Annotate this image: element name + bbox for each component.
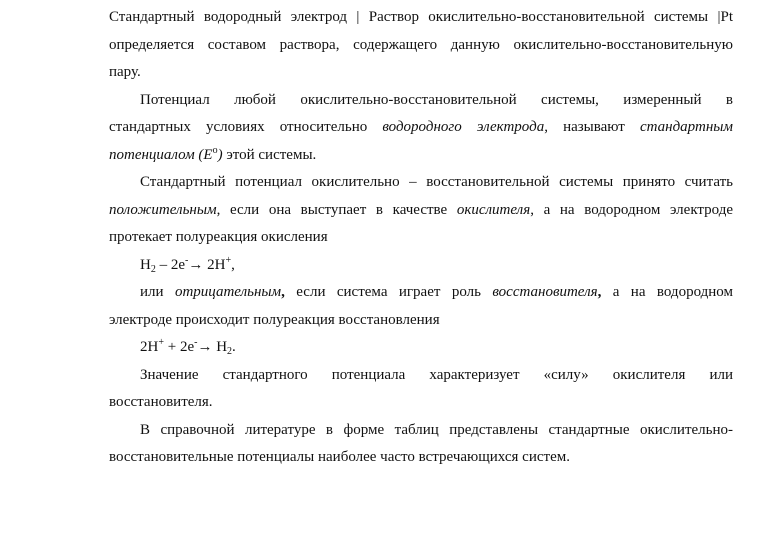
p6-line1: В справочной литературе в форме таблиц представлены стандартные окислительно- [140, 421, 733, 438]
p4-line1 [109, 279, 733, 307]
p4-line1-end: а на водородном [601, 284, 733, 300]
p5-line2: восстановителя. [109, 394, 213, 410]
eq2-part-d: . [232, 339, 236, 355]
eq2-part-a: 2H [140, 339, 159, 355]
p5-line1: Значение стандартного потенциала характеризует «силу» окислителя или [140, 366, 733, 383]
eq2-sub: 2 [227, 346, 233, 357]
p4-line1-italic: отрицательным [174, 284, 282, 300]
p6-line2: восстановительные потенциалы наиболее часто встречающихся систем. [109, 449, 570, 465]
p3-line2-italic: положительным [109, 201, 217, 218]
p2-line3-end: этой системы. [222, 146, 317, 163]
eq2-sup-b: - [194, 337, 198, 348]
eq1-sup-c: + [225, 254, 232, 266]
p4-line1-bold: , [281, 284, 285, 300]
p2-line3-italic-end: ) [217, 146, 223, 163]
equation-reduction [109, 334, 733, 362]
p2-line3-italic: потенциалом (E [109, 146, 213, 163]
document-page [109, 4, 733, 472]
p2-line2 [109, 114, 733, 142]
eq1-part-c: → 2H [188, 256, 226, 273]
eq2-part-b: + 2e [163, 339, 195, 355]
p1-line1: Стандартный водородный электрод | Раствор окислительно-восстановительной системы |Pt [109, 9, 733, 25]
p1-line2: определяется составом раствора, содержащего данную окислительно-восстановительную [109, 36, 733, 53]
p4-line1-bold2: , [597, 284, 602, 300]
p2-line2-start: стандартных условиях относительно [109, 119, 383, 135]
eq1-sub: 2 [150, 263, 156, 275]
eq1-part-d: , [231, 256, 235, 273]
p2-line2-mid: , называют [544, 119, 640, 135]
eq1-part-b: – 2e [155, 256, 186, 273]
p1-line3: пару. [109, 64, 141, 80]
eq2-sup-a: + [158, 337, 164, 348]
p4-line2: электроде происходит полуреакция восстановления [109, 311, 440, 328]
eq1-part-a: H [140, 256, 151, 273]
p2-line1: Потенциал любой окислительно-восстановительной системы, измеренный в [140, 91, 733, 108]
p2-line2-italic2: стандартным [639, 119, 733, 135]
eq1-sup-b: - [185, 254, 189, 266]
p3-line2-end: , а на водородном электроде [530, 201, 733, 218]
p3-line2 [109, 197, 733, 225]
eq2-part-c: → H [197, 339, 228, 355]
p2-line3-sup: o [212, 144, 218, 156]
p3-line1: Стандартный потенциал окислительно – восстановительной системы принято считать [140, 174, 733, 190]
p2-line2-italic: водородного электрода [382, 119, 545, 135]
p2-line3 [109, 142, 733, 170]
equation-oxidation [109, 252, 733, 280]
p4-line1-italic2: восстановителя [492, 284, 598, 300]
p3-line2-mid: , если она выступает в качестве [216, 201, 457, 218]
p3-line3: протекает полуреакция окисления [109, 229, 328, 245]
p4-line1-start: или [140, 284, 175, 300]
p4-line1-mid: если система играет роль [284, 284, 493, 300]
p3-line2-italic2: окислителя [456, 201, 531, 218]
